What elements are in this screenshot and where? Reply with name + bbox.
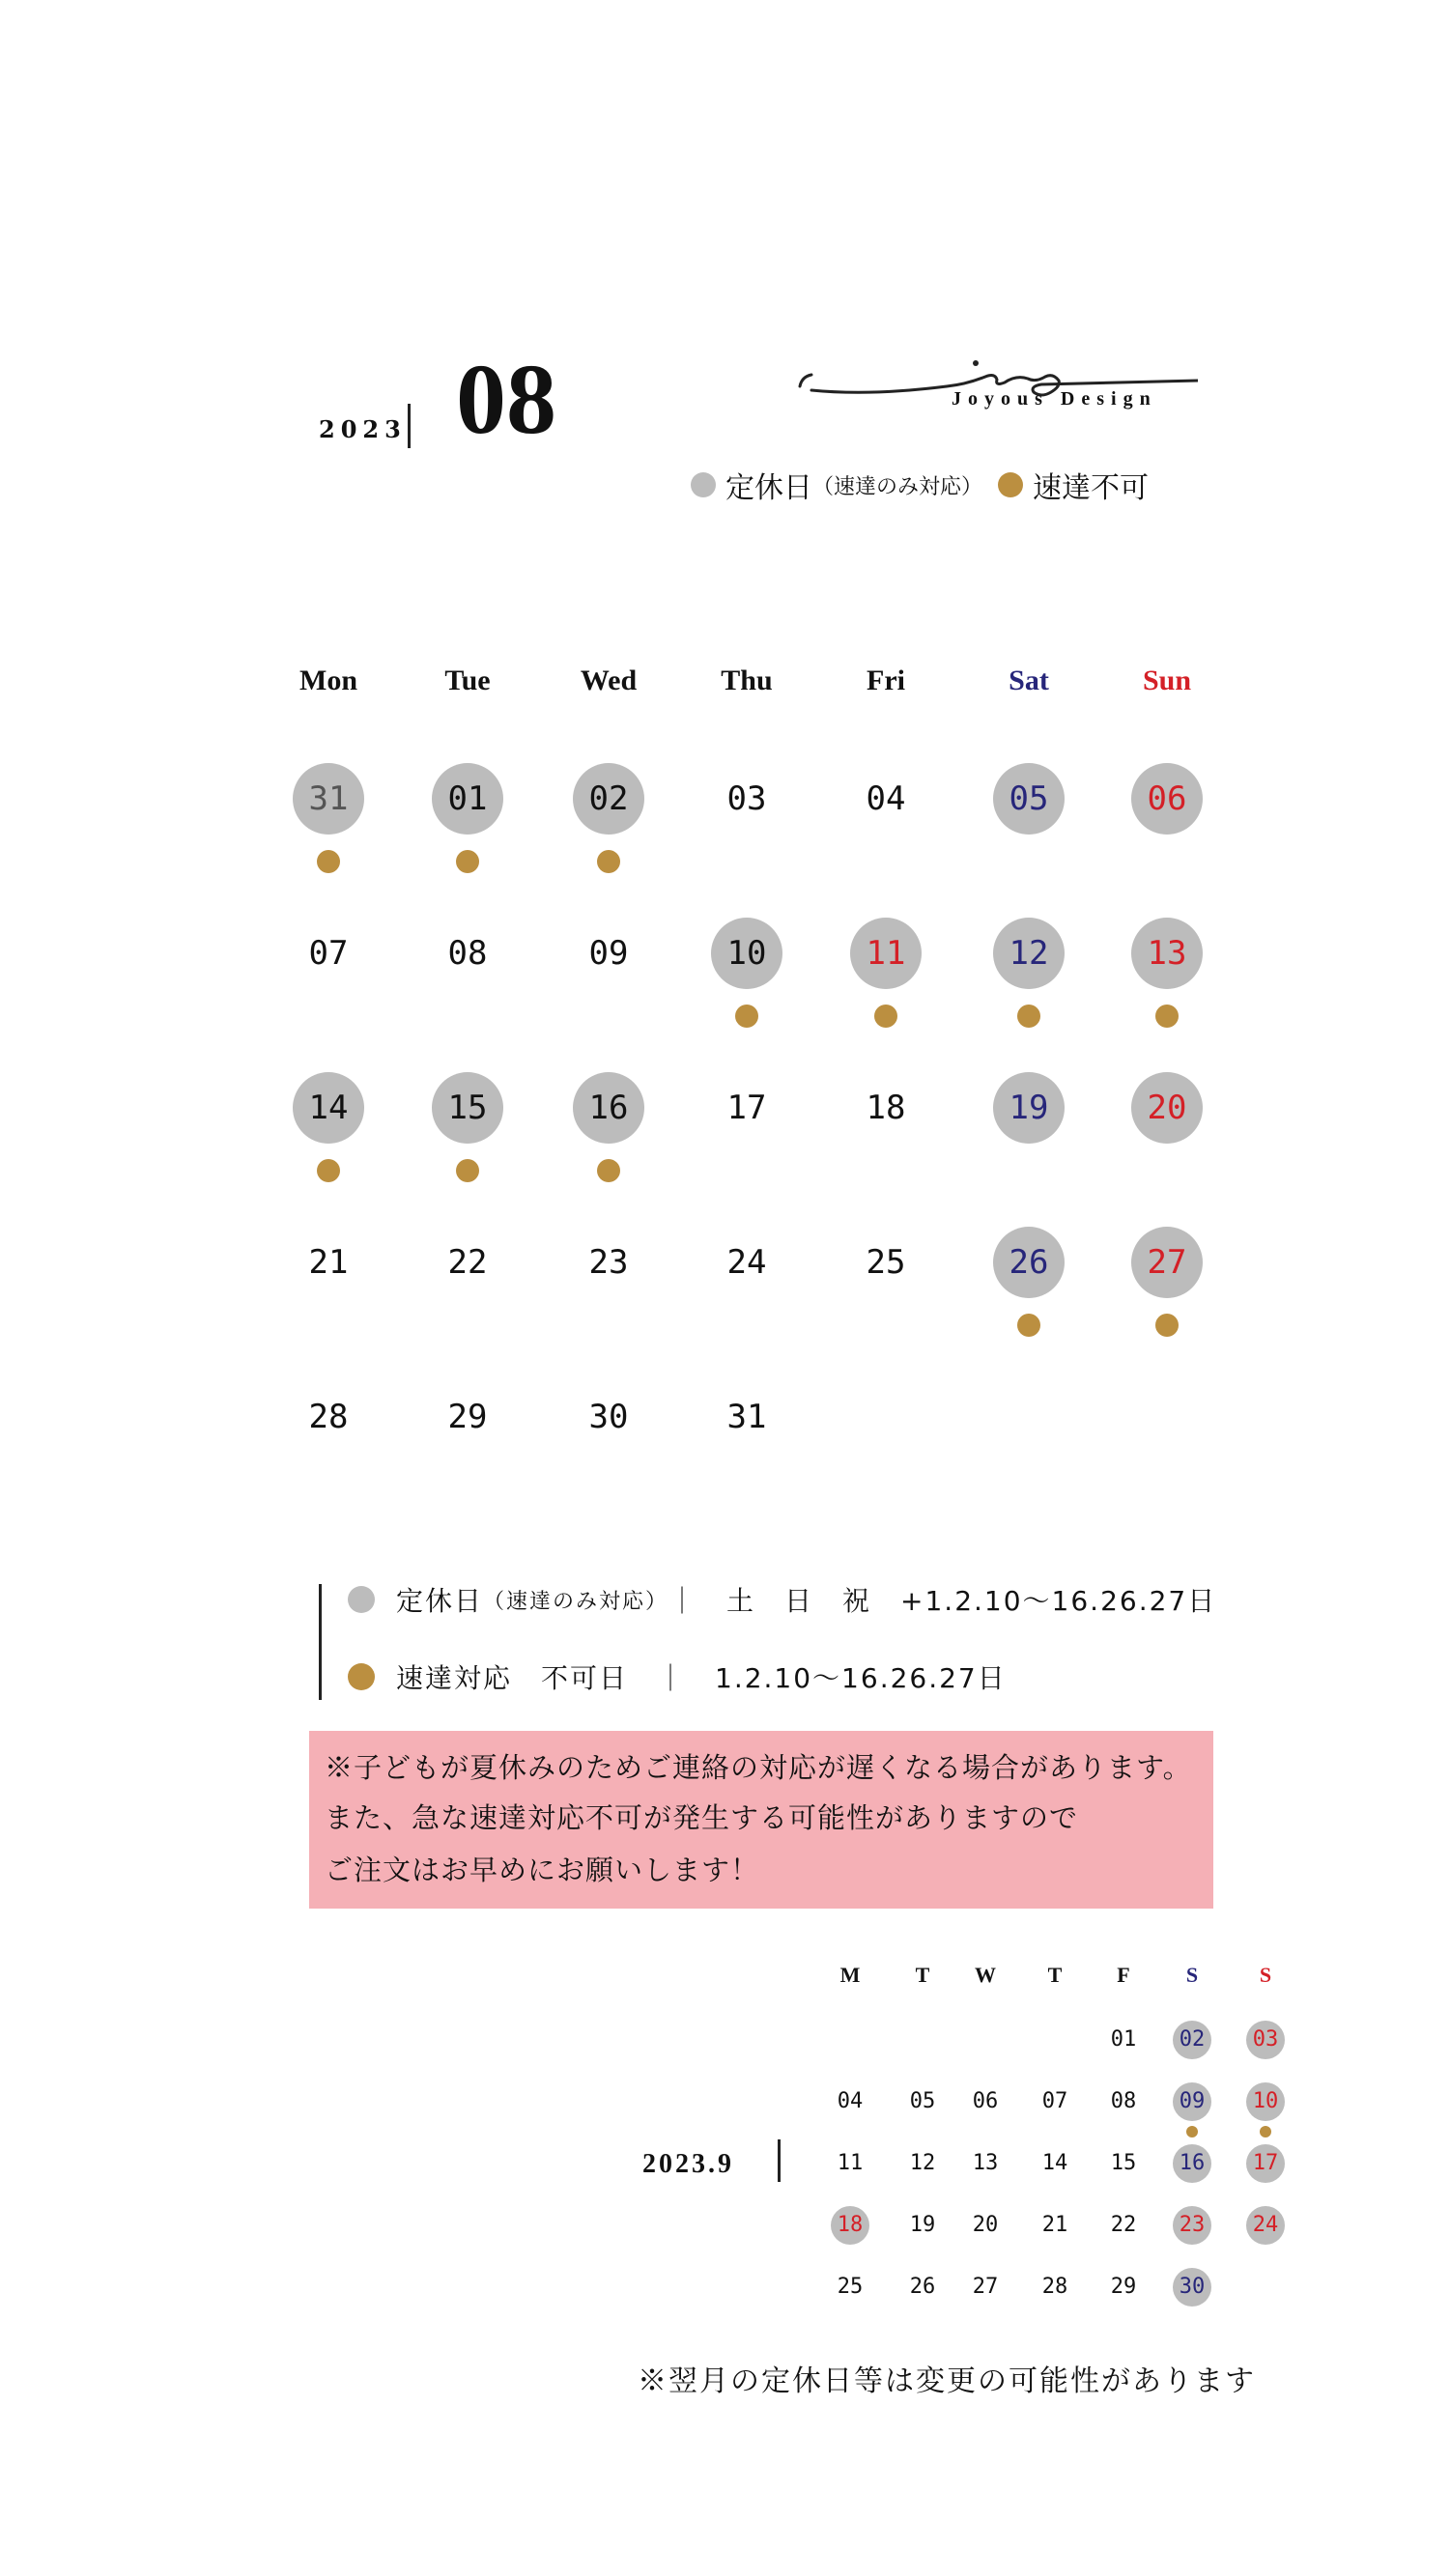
calendar-day <box>432 1381 503 1453</box>
day-number: 27 <box>972 2275 999 2299</box>
day-number: 05 <box>1009 779 1049 818</box>
year-divider <box>408 404 411 448</box>
legend-top <box>691 464 1149 506</box>
calendar-day <box>1131 918 1203 989</box>
day-number: 09 <box>1179 2089 1206 2113</box>
mini-calendar-day <box>1104 2144 1143 2183</box>
day-number: 26 <box>1009 1243 1049 1282</box>
day-number: 16 <box>1179 2151 1206 2175</box>
calendar-day <box>993 763 1065 835</box>
express-unavailable-marker <box>317 850 340 873</box>
calendar-day <box>573 1381 644 1453</box>
day-number: 31 <box>308 779 349 818</box>
day-number: 31 <box>726 1398 767 1436</box>
day-number: 08 <box>447 934 488 973</box>
mini-weekday-header: T <box>1047 1963 1063 1987</box>
express-unavailable-marker <box>874 1005 897 1028</box>
weekday-header: Thu <box>721 665 773 696</box>
mini-calendar-day <box>966 2206 1005 2245</box>
express-unavailable-marker <box>735 1005 758 1028</box>
calendar-day <box>850 918 922 989</box>
day-number: 28 <box>1041 2275 1068 2299</box>
day-number: 04 <box>866 779 906 818</box>
day-number: 29 <box>447 1398 488 1436</box>
day-number: 25 <box>866 1243 906 1282</box>
calendar-day <box>573 918 644 989</box>
weekday-header: Fri <box>867 665 905 696</box>
calendar-day <box>432 1227 503 1298</box>
weekday-header: Mon <box>299 665 357 696</box>
mini-calendar-day <box>1173 2021 1211 2059</box>
calendar-day <box>1131 763 1203 835</box>
year-label: 2023 <box>319 415 407 443</box>
day-number: 01 <box>447 779 488 818</box>
express-unavailable-marker <box>1186 2126 1198 2137</box>
calendar-day <box>293 1381 364 1453</box>
legend-express-label: 速達不可 <box>1033 471 1150 505</box>
notice-line-1: ※子どもが夏休みのためご連絡の対応が遅くなる場合があります。 <box>325 1751 1192 1784</box>
closed-day-dot-icon <box>348 1586 375 1613</box>
day-number: 21 <box>308 1243 349 1282</box>
day-number: 09 <box>588 934 629 973</box>
express-unavailable-marker <box>1155 1314 1179 1337</box>
day-number: 30 <box>1179 2275 1206 2299</box>
day-number: 08 <box>1110 2089 1137 2113</box>
mini-calendar-day <box>1036 2082 1074 2121</box>
mini-calendar-day <box>1173 2082 1211 2121</box>
closed-label: 定休日 <box>396 1585 484 1617</box>
weekday-header: Sun <box>1142 665 1192 696</box>
calendar-day <box>1131 1227 1203 1298</box>
calendar-day <box>993 1072 1065 1144</box>
calendar-day <box>711 763 782 835</box>
day-number: 21 <box>1041 2213 1068 2237</box>
day-number: 28 <box>308 1398 349 1436</box>
mini-calendar-day <box>1246 2144 1285 2183</box>
mini-calendar-day <box>831 2082 869 2121</box>
footer-note: ※翌月の定休日等は変更の可能性があります <box>638 2364 1256 2398</box>
calendar-day <box>711 1072 782 1144</box>
mini-calendar-day <box>1246 2082 1285 2121</box>
mini-calendar-day <box>903 2206 942 2245</box>
day-number: 15 <box>447 1089 488 1127</box>
day-number: 03 <box>726 779 767 818</box>
mini-calendar-day <box>831 2206 869 2245</box>
day-number: 11 <box>837 2151 864 2175</box>
calendar-day <box>432 918 503 989</box>
mini-calendar-day <box>1173 2268 1211 2307</box>
express-unavailable-marker <box>597 850 620 873</box>
express-unavailable-marker <box>1155 1005 1179 1028</box>
calendar-day <box>573 1072 644 1144</box>
mini-calendar-day <box>1104 2268 1143 2307</box>
calendar-day <box>573 1227 644 1298</box>
day-number: 19 <box>909 2213 936 2237</box>
calendar-day <box>432 1072 503 1144</box>
month-number: 08 <box>456 344 556 455</box>
express-unavailable-marker <box>1017 1005 1040 1028</box>
brand-name: Joyous Design <box>952 388 1157 410</box>
day-number: 10 <box>726 934 767 973</box>
express-unavailable-marker <box>1260 2126 1271 2137</box>
day-number: 12 <box>1009 934 1049 973</box>
mini-weekday-header: T <box>915 1963 930 1987</box>
mini-calendar-day <box>1036 2206 1074 2245</box>
legend-closed-row <box>348 1580 1216 1619</box>
day-number: 05 <box>909 2089 936 2113</box>
calendar-day <box>993 918 1065 989</box>
express-unavailable-dot-icon <box>998 472 1023 497</box>
day-number: 27 <box>1147 1243 1187 1282</box>
day-number: 15 <box>1110 2151 1137 2175</box>
legend-closed-note: （速達のみ対応） <box>812 474 983 499</box>
mini-weekday-header: S <box>1185 1963 1199 1987</box>
mini-weekday-header: W <box>975 1963 996 1987</box>
day-number: 20 <box>1147 1089 1187 1127</box>
day-number: 02 <box>1179 2027 1206 2052</box>
next-month-divider <box>778 2139 781 2182</box>
calendar-day <box>850 1072 922 1144</box>
day-number: 18 <box>837 2213 864 2237</box>
calendar-day <box>850 763 922 835</box>
calendar-day <box>993 1227 1065 1298</box>
mini-calendar-day <box>1104 2021 1143 2059</box>
day-number: 26 <box>909 2275 936 2299</box>
day-number: 04 <box>837 2089 864 2113</box>
day-number: 07 <box>1041 2089 1068 2113</box>
day-number: 14 <box>1041 2151 1068 2175</box>
calendar-day <box>850 1227 922 1298</box>
calendar-day <box>293 763 364 835</box>
express-unavailable-marker <box>456 850 479 873</box>
mini-calendar-day <box>1173 2144 1211 2183</box>
day-number: 06 <box>972 2089 999 2113</box>
day-number: 30 <box>588 1398 629 1436</box>
calendar-day <box>293 1227 364 1298</box>
express-unavailable-marker <box>456 1159 479 1182</box>
day-number: 12 <box>909 2151 936 2175</box>
calendar-day <box>293 1072 364 1144</box>
express-unavailable-marker <box>317 1159 340 1182</box>
day-number: 22 <box>1110 2213 1137 2237</box>
day-number: 11 <box>866 934 906 973</box>
day-number: 03 <box>1252 2027 1279 2052</box>
day-number: 07 <box>308 934 349 973</box>
day-number: 06 <box>1147 779 1187 818</box>
day-number: 22 <box>447 1243 488 1282</box>
mini-calendar-day <box>1036 2268 1074 2307</box>
weekday-header: Wed <box>580 665 638 696</box>
mini-weekday-header: F <box>1117 1963 1130 1987</box>
weekday-header: Sat <box>1009 665 1049 696</box>
day-number: 01 <box>1110 2027 1137 2052</box>
calendar-day <box>711 1381 782 1453</box>
mini-calendar-day <box>966 2268 1005 2307</box>
mini-calendar-day <box>831 2268 869 2307</box>
day-number: 13 <box>972 2151 999 2175</box>
express-detail: 速達対応 不可日 ｜ 1.2.10〜16.26.27日 <box>396 1662 1007 1694</box>
mini-calendar-day <box>1246 2206 1285 2245</box>
day-number: 29 <box>1110 2275 1137 2299</box>
day-number: 23 <box>1179 2213 1206 2237</box>
day-number: 14 <box>308 1089 349 1127</box>
day-number: 02 <box>588 779 629 818</box>
mini-weekday-header: S <box>1259 1963 1272 1987</box>
weekday-header: Tue <box>444 665 491 696</box>
day-number: 10 <box>1252 2089 1279 2113</box>
calendar-day <box>293 918 364 989</box>
day-number: 24 <box>726 1243 767 1282</box>
day-number: 23 <box>588 1243 629 1282</box>
mini-calendar-day <box>903 2268 942 2307</box>
mini-calendar-day <box>1246 2021 1285 2059</box>
express-unavailable-dot-icon <box>348 1663 375 1690</box>
calendar-day <box>432 763 503 835</box>
day-number: 20 <box>972 2213 999 2237</box>
day-number: 16 <box>588 1089 629 1127</box>
mini-weekday-header: M <box>839 1963 861 1987</box>
day-number: 17 <box>1252 2151 1279 2175</box>
mini-calendar-day <box>903 2082 942 2121</box>
mini-calendar-day <box>966 2082 1005 2121</box>
day-number: 17 <box>726 1089 767 1127</box>
mini-calendar-day <box>1104 2206 1143 2245</box>
closed-detail: ｜ 土 日 祝 +1.2.10〜16.26.27日 <box>668 1585 1217 1617</box>
notice-line-3: ご注文はお早めにお願いします！ <box>325 1854 760 1886</box>
day-number: 24 <box>1252 2213 1279 2237</box>
express-unavailable-marker <box>597 1159 620 1182</box>
calendar-day <box>711 918 782 989</box>
mini-calendar-day <box>1173 2206 1211 2245</box>
closed-day-dot-icon <box>691 472 716 497</box>
day-number: 13 <box>1147 934 1187 973</box>
mini-calendar-day <box>1036 2144 1074 2183</box>
notice-line-2: また、急な速達対応不可が発生する可能性がありますので <box>325 1801 1079 1834</box>
legend-express-row <box>348 1657 1007 1696</box>
day-number: 25 <box>837 2275 864 2299</box>
calendar-day <box>711 1227 782 1298</box>
mini-calendar-day <box>903 2144 942 2183</box>
legend-closed-label: 定休日 <box>725 471 812 505</box>
calendar-day <box>573 763 644 835</box>
next-month-label: 2023.9 <box>642 2149 734 2179</box>
calendar-day <box>1131 1072 1203 1144</box>
express-unavailable-marker <box>1017 1314 1040 1337</box>
mini-calendar-day <box>831 2144 869 2183</box>
day-number: 18 <box>866 1089 906 1127</box>
legend-divider <box>319 1584 322 1700</box>
mini-calendar-day <box>966 2144 1005 2183</box>
closed-note: （速達のみ対応） <box>483 1589 669 1614</box>
day-number: 19 <box>1009 1089 1049 1127</box>
mini-calendar-day <box>1104 2082 1143 2121</box>
